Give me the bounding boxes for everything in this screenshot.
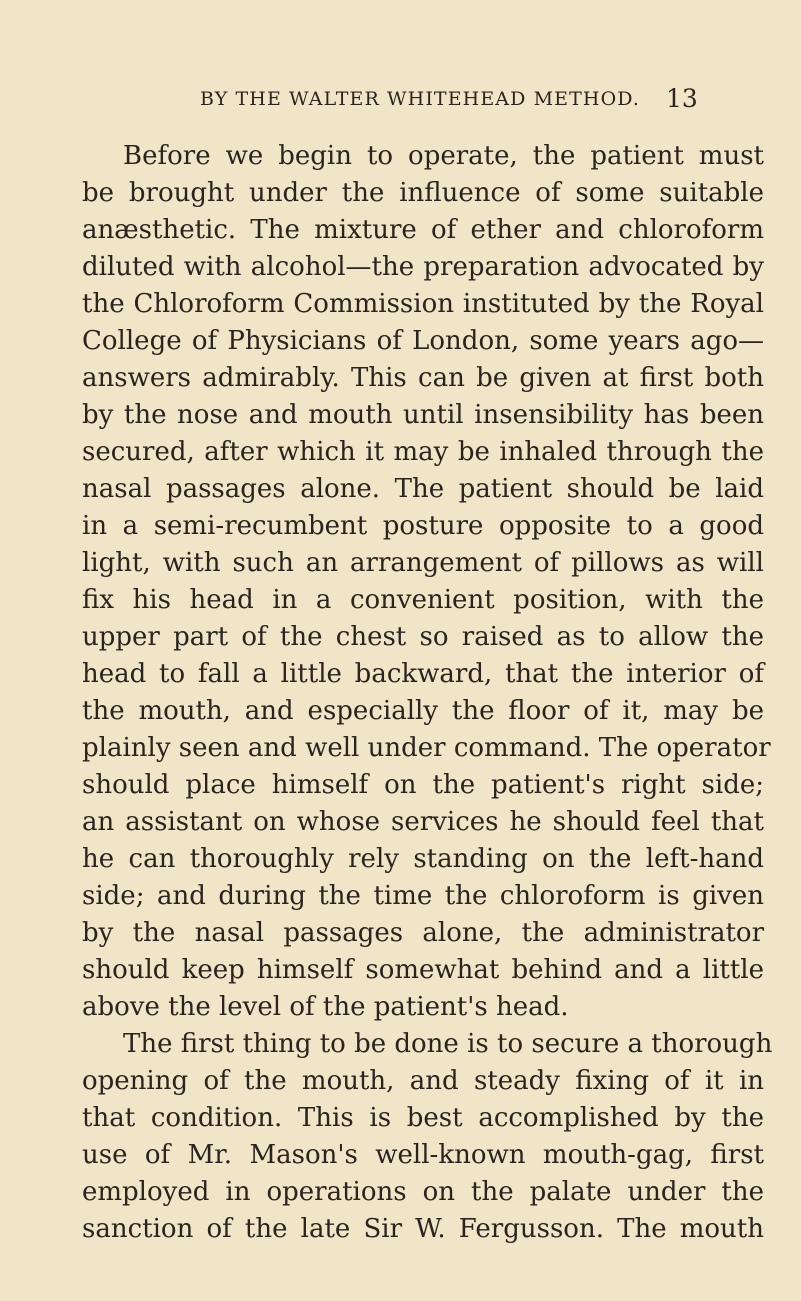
text-line: Before we begin to operate, the patient must bbox=[123, 141, 764, 171]
text-line: the mouth, and especially the floor of it, may be bbox=[82, 696, 764, 726]
text-line: the Chloroform Commission instituted by the Royal bbox=[82, 289, 764, 319]
text-line: secured, after which it may be inhaled through the bbox=[82, 437, 764, 467]
text-line: use of Mr. Mason's well-known mouth-gag, first bbox=[82, 1140, 764, 1170]
text-line: an assistant on whose services he should feel that bbox=[82, 807, 764, 837]
text-line: opening of the mouth, and steady fixing of it in bbox=[82, 1066, 764, 1096]
text-line: be brought under the influence of some suitable bbox=[82, 178, 764, 208]
text-line: should keep himself somewhat behind and a little bbox=[82, 955, 764, 985]
text-line: head to fall a little backward, that the interior of bbox=[82, 659, 764, 689]
running-head: BY THE WALTER WHITEHEAD METHOD. bbox=[200, 88, 641, 110]
text-line: diluted with alcohol—the preparation advocated by bbox=[82, 252, 764, 282]
text-line: employed in operations on the palate under the bbox=[82, 1177, 764, 1207]
text-line: sanction of the late Sir W. Fergusson. The mouth bbox=[82, 1214, 764, 1244]
text-line: upper part of the chest so raised as to allow the bbox=[82, 622, 764, 652]
text-line: by the nasal passages alone, the administrator bbox=[82, 918, 764, 948]
text-line: should place himself on the patient's right side; bbox=[82, 770, 764, 800]
text-line: fix his head in a convenient position, with the bbox=[82, 585, 764, 615]
text-line: above the level of the patient's head. bbox=[82, 992, 569, 1022]
text-line: that condition. This is best accomplished by the bbox=[82, 1103, 764, 1133]
text-line: by the nose and mouth until insensibility has been bbox=[82, 400, 764, 430]
page-number: 13 bbox=[666, 84, 698, 113]
text-line: College of Physicians of London, some years ago— bbox=[82, 326, 764, 356]
text-line: side; and during the time the chloroform is given bbox=[82, 881, 764, 911]
text-line: he can thoroughly rely standing on the left-hand bbox=[82, 844, 764, 874]
text-line: light, with such an arrangement of pillows as will bbox=[82, 548, 764, 578]
text-line: nasal passages alone. The patient should be laid bbox=[82, 474, 764, 504]
text-line: in a semi-recumbent posture opposite to a good bbox=[82, 511, 764, 541]
text-line: The first thing to be done is to secure a thorough bbox=[123, 1029, 773, 1059]
text-line: anæsthetic. The mixture of ether and chloroform bbox=[82, 215, 764, 245]
text-line: plainly seen and well under command. The operator bbox=[82, 733, 771, 763]
text-line: answers admirably. This can be given at first both bbox=[82, 363, 764, 393]
